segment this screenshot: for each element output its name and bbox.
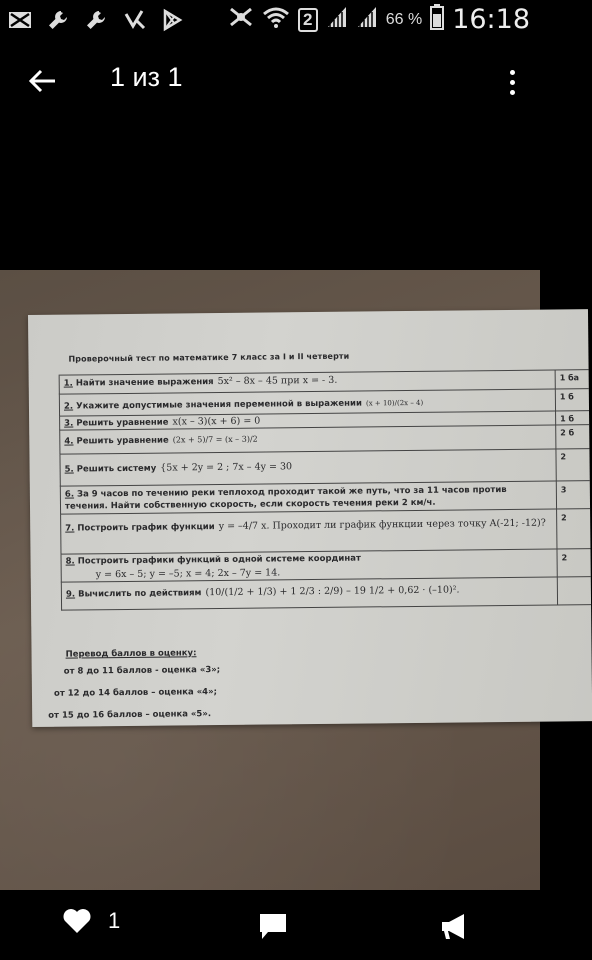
status-bar (0, 0, 540, 40)
clock: 16:18 (452, 4, 530, 35)
wifi-icon (262, 6, 290, 33)
grading-heading: Перевод баллов в оценку: (65, 648, 197, 660)
table-row: 6. За 9 часов по течению реки теплоход проходит такой же путь, что за 11 часов против течения. Найти собственную скорость, если скорость течения реки 2 км/ч. 3 (60, 481, 590, 515)
like-button[interactable] (62, 908, 120, 934)
more-vert-icon (510, 70, 515, 75)
mute-icon (228, 6, 254, 33)
table-row: 5. Решить систему {5x + 2y = 2 ; 7x – 4y = 30 2 (59, 449, 589, 487)
grading-line: от 8 до 11 баллов - оценка «3»; (63, 665, 221, 677)
app-bar (0, 40, 540, 122)
wrench-icon (84, 8, 108, 32)
comment-icon (258, 912, 288, 942)
signal-icon (326, 5, 348, 34)
battery-icon (430, 4, 444, 35)
arrow-left-icon (29, 69, 57, 93)
signal-icon (356, 5, 378, 34)
grading-line: от 12 до 14 баллов – оценка «4»; (53, 687, 218, 699)
mail-off-icon (8, 8, 32, 32)
paper-title: Проверочный тест по математике 7 класс за I и II четверти (68, 351, 350, 364)
table-row: 4. Решить уравнение (2x + 5)/7 = (x – 3)/2 2 б (59, 425, 589, 455)
heart-icon (62, 908, 92, 934)
notification-icons (8, 8, 184, 32)
report-button[interactable] (440, 912, 470, 947)
test-paper (28, 309, 592, 727)
grading-line: от 15 до 16 баллов – оценка «5». (48, 709, 212, 722)
like-count: 1 (108, 908, 121, 933)
photo-viewer-image[interactable] (0, 270, 580, 890)
back-button[interactable] (22, 60, 64, 102)
table-row: 7. Построить график функции y = –4/7 x. Проходит ли график функции через точку A(-21; -12)? 2 (60, 509, 590, 555)
table-row: 9. Вычислить по действиям (10/(1/2 + 1/3) + 1 2/3 : 2/9) – 19 1/2 + 0,62 · (–10)². (61, 577, 591, 611)
system-indicators (228, 4, 530, 35)
table-row: 2. Укажите допустимые значения переменной в выражении (x + 10)/(2x – 4) 1 б (59, 389, 589, 417)
megaphone-icon (440, 912, 470, 942)
table-row: 1. Найти значение выражения 5x² – 8x – 45 при x = - 3. 1 ба (59, 370, 589, 395)
task-table (59, 369, 591, 611)
table-row: 8. Построить графики функций в одной системе координат y = 6x – 5; y = –5; x = 4; 2x – 7y = 14. 2 (61, 549, 591, 583)
wrench-icon (46, 8, 70, 32)
grading-notes (46, 648, 221, 727)
battery-percent: 66 % (385, 10, 423, 28)
download-check-icon (122, 8, 146, 32)
sim-slot-badge: 2 (298, 8, 318, 32)
overflow-menu-button[interactable] (502, 62, 522, 102)
play-store-icon (160, 8, 184, 32)
bottom-action-bar (0, 890, 540, 960)
comment-button[interactable] (258, 912, 288, 947)
table-row: 3. Решить уравнение x(x – 3)(x + 6) = 0 1 б (59, 411, 589, 431)
page-counter-title: 1 из 1 (110, 62, 183, 92)
